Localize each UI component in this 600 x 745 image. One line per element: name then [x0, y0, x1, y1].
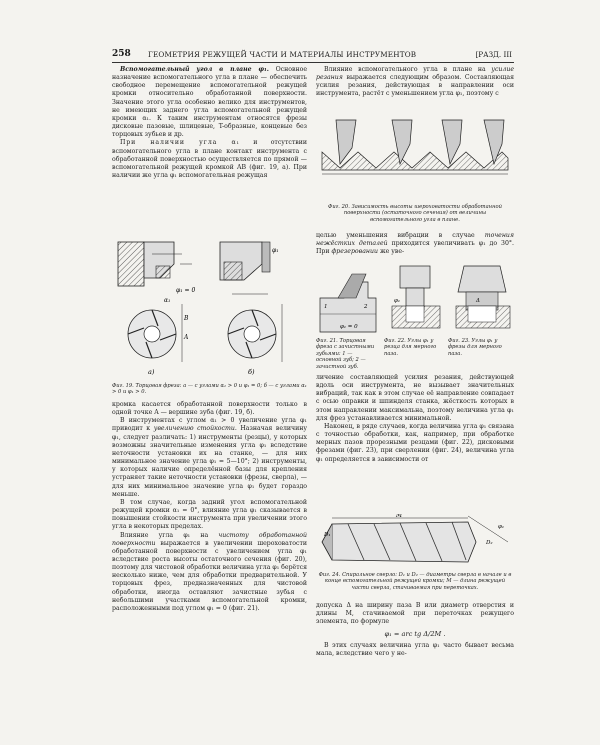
fig22-label-phi1: φ₁ [394, 298, 401, 304]
header-rule [112, 62, 514, 63]
paragraph: целью уменьшения вибрации в случае точения нежёстких деталей приходится увеличивать φ₁ до 30°. При фрезеровании же уве- [316, 232, 514, 256]
fig19-label-phi1-0: φ₁ = 0 [176, 287, 196, 294]
fig20-drawing [318, 112, 512, 178]
section-label: [РАЗД. III [475, 50, 512, 59]
right-column-middle [316, 232, 514, 256]
paragraph: В том случае, когда задний угол вспомогательной режущей кромки α₁ = 0°, влияние угла φ₁ сказывается в повышении стойкости инструмента при увеличении этого угла в некоторых пределах. [112, 498, 307, 531]
fig19-caption: Фиг. 19. Торцовая фреза: а — с углами α₁ > 0 и φ₁ = 0; б — с углами α₁ > 0 и φ₁ > 0. [112, 383, 307, 396]
fig24-caption: Фиг. 24. Спиральное сверло: D₁ и D₂ — диаметры сверла в начале и в конце вспомогательной режущей кромки; M — длина режущей части сверла, стачиваемая при переточках. [318, 572, 512, 591]
fig20-caption: Фиг. 20. Зависимость высоты шероховатости обработанной поверхности (остаточного сечения) от величины вспомогательного угла в плане. [328, 204, 502, 223]
fig19-label-a: а) [148, 368, 155, 376]
fig24-label-D2: D₂ [486, 540, 493, 546]
paragraph: Влияние вспомогательного угла в плане на усилие резания выражается следующим образом. Составляющая усилия резания, действующая в направлении оси инструмента, растёт с уменьшением угла φ₁, поэтому с [316, 66, 515, 98]
fig21-23-drawing [316, 262, 514, 336]
fig21-label-phi1-0: φ₁ = 0 [340, 324, 358, 330]
right-column-top [316, 66, 514, 99]
page-header [112, 50, 512, 60]
fig19-label-A: A [184, 334, 189, 341]
section-heading: Вспомогательный угол в плане φ₁. [120, 66, 269, 73]
fig22-caption: Фиг. 22. Углы φ₁ у резца для мерного паза. [384, 338, 437, 357]
fig24-drawing [318, 514, 512, 570]
paragraph: В этих случаях величина угла φ₁ часто бывает весьма мала, вследствие чего у не- [316, 641, 514, 657]
paragraph: кромка касается обработанной поверхности только в одной точке A — вершине зуба (фиг. 19, б). [112, 401, 307, 417]
fig21-caption: Фиг. 21. Торцовая фреза с зачистными зубьями: 1 — основной зуб; 2 — зачистной зуб. [316, 338, 375, 370]
paragraph: личение составляющей усилия резания, действующей вдоль оси инструмента, не вызывает значительных вибраций, так как в этом случае её направление совпадает с осью оправки и шпинделя станка, жёсткость которых в этом направлении максимальна, поэтому величина угла φ₁ для фрез устанавливается минимальной. [316, 374, 514, 422]
right-column-lower [316, 374, 514, 464]
paragraph: В инструментах с углом α₁ > 0 увеличение угла φ₁ приводит к увеличению стойкости. Назначая величину φ₁, следует различать: 1) инструменты (резцы), у которых возможны значительные изменения угла φ₁ вследствие неточности установки их на станке, — для них минимальное значение угла φ₁ = 5—10°; 2) инструменты, у которых наличие определённой базы для крепления устраняет такие неточности установки (фрезы, сверла), — для них минимальное значение угла φ₁ будет гораздо меньше. [112, 417, 308, 498]
fig24-label-D1: D₁ [324, 532, 331, 538]
fig21-label-1: 1 [324, 304, 328, 310]
fig24-label-M: M [396, 514, 403, 519]
right-column-bottom [316, 602, 514, 658]
left-column-top [112, 66, 307, 180]
running-title: ГЕОМЕТРИЯ РЕЖУЩЕЙ ЧАСТИ И МАТЕРИАЛЫ ИНСТРУМЕНТОВ [148, 50, 417, 59]
formula: φ₁ = arc tg Δ/2M . [384, 630, 446, 639]
fig19-label-phi1: φ₁ [272, 247, 279, 254]
fig19-drawing [112, 234, 312, 382]
paragraph: допуска Δ на ширину паза B или диаметр отверстия и длины M, стачиваемой при переточках режущего элемента, по формуле [316, 602, 514, 626]
fig23-caption: Фиг. 23. Углы φ₁ у фрезы для мерного паза. [448, 338, 502, 357]
page-number: 258 [112, 49, 131, 59]
fig23-label-delta: Δ [476, 298, 480, 304]
paragraph: Влияние угла φ₁ на чистоту обработанной поверхности выражается в увеличении шероховатости обработанной поверхности с увеличением угла φ₁ вследствие роста высоты остаточного сечения (фиг. 20), поэтому для чистовой обработки величина угла φ₁ берётся несколько ниже, чем для обработки предварительной. У торцовых фрез, предназначенных для чистовой обработки, иногда оставляют зачистные зубья с небольшими участками вспомогательной кромки, расположенными под углом φ₁ = 0 (фиг. 21). [112, 531, 308, 612]
paragraph: При наличии угла α₁ и отсутствии вспомогательного угла в плане контакт инструмента с обработанной поверхностью осуществляется по прямой — вспомогательной режущей кромкой AB (фиг. 19, а). При наличии же угла φ₁ вспомогательная режущая [112, 139, 307, 180]
fig19-label-a1: α₁ [164, 297, 171, 304]
left-column-bottom [112, 401, 307, 613]
paragraph: Наконец, в ряде случаев, когда величина угла φ₁ связана с точностью обработки, как, например, при обработке мерных пазов прорезными резцами (фиг. 22), дисковыми фрезами (фиг. 23), при сверлении (фиг. 24), величина угла φ₁ определяется в зависимости от [316, 422, 514, 463]
fig21-label-2: 2 [364, 304, 368, 310]
fig24-label-phi1: φ₁ [498, 524, 505, 530]
fig19-label-B: B [184, 315, 189, 322]
paragraph: Вспомогательный угол в плане φ₁. Основное назначение вспомогательного угла в плане — обеспечить свободное перемещение вспомогательной режущей кромки относительно обработанной поверхности. Значение этого угла особенно велико для инструментов, не имеющих заднего угла вспомогательной режущей кромки α₁. К таким инструментам относятся фрезы дисковые пазовые, шлицевые, T-образные, концевые без торцовых зубьев и др. [112, 66, 307, 139]
fig19-label-b: б) [248, 368, 255, 376]
